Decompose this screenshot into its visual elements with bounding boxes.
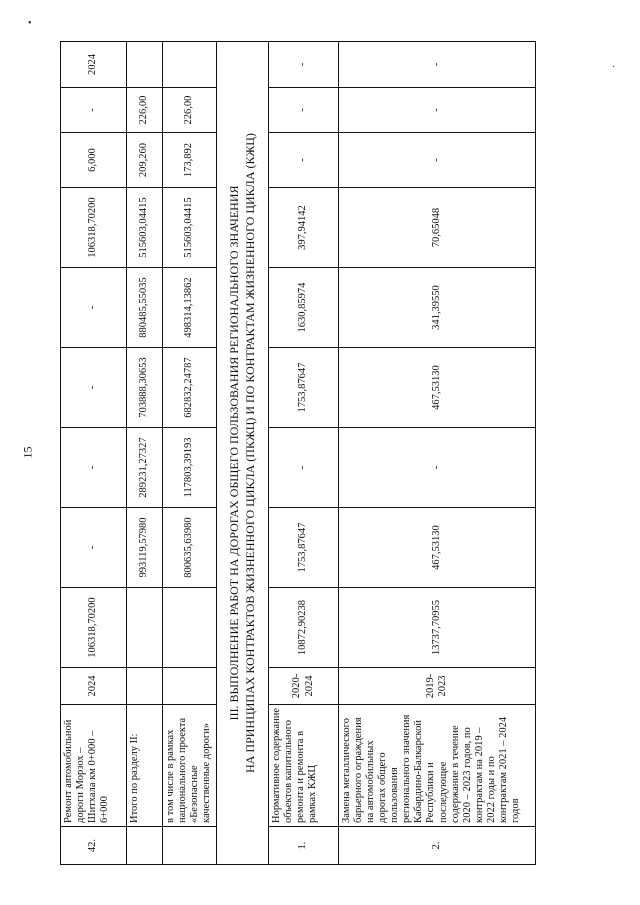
cell [163, 42, 217, 88]
cell: 289231,27327 [127, 428, 163, 508]
table-row [339, 42, 536, 865]
row-period: 2020-2024 [269, 668, 339, 705]
cell: 173,892 [163, 133, 217, 188]
cell: - [61, 348, 127, 428]
row-period: 2024 [61, 668, 127, 705]
cell: 13737,70955 [339, 588, 536, 668]
scan-mark-right: · [612, 62, 616, 73]
cell: 106318,70200 [61, 188, 127, 268]
row-name: Нормативное содержание объектов капитального ремонта и ремонта в рамках КЖЦ [269, 705, 339, 827]
row-name: Итого по разделу II: [127, 705, 163, 827]
cell: - [61, 268, 127, 348]
roads-work-table [60, 41, 536, 865]
table-row [163, 42, 217, 865]
cell: - [269, 133, 339, 188]
table-row [127, 42, 163, 865]
section-title [217, 42, 269, 865]
cell: 6,000 [61, 133, 127, 188]
table-row [61, 42, 127, 865]
cell: 682832,24787 [163, 348, 217, 428]
cell: 226,00 [127, 88, 163, 133]
row-name: Замена металлического барьерного ограждения на автомобильных дорогах общего пользования регионального значения Кабардино-Балкарской Республики и последующее содержание в течение 2020 – 2023 годов, по контрактам на 2019 – 2022 годы и по контрактам 2021 – 2024 годов [339, 705, 536, 827]
section-title-line-2: НА ПРИНЦИПАХ КОНТРАКТОВ ЖИЗНЕННОГО ЦИКЛА (ПКЖЦ) И ПО КОНТРАКТАМ ЖИЗНЕННОГО ЦИКЛА (КЖЦ) [242, 133, 257, 773]
section-title-line-1: III. ВЫПОЛНЕНИЕ РАБОТ НА ДОРОГАХ ОБЩЕГО ПОЛЬЗОВАНИЯ РЕГИОНАЛЬНОГО ЗНАЧЕНИЯ [226, 185, 241, 721]
page-number: 15 [20, 446, 35, 459]
row-period: 2019-2023 [339, 668, 536, 705]
row-period [163, 668, 217, 705]
row-number [127, 827, 163, 865]
cell: - [269, 88, 339, 133]
cell: 397,94142 [269, 188, 339, 268]
cell: - [269, 428, 339, 508]
row-number [163, 827, 217, 865]
scan-mark-top: • [28, 18, 32, 29]
cell: - [61, 428, 127, 508]
table-row [269, 42, 339, 865]
cell: 703888,30653 [127, 348, 163, 428]
cell: 2024 [61, 42, 127, 88]
cell: 498314,13862 [163, 268, 217, 348]
section-header-row [217, 42, 269, 865]
row-number: 1. [269, 827, 339, 865]
row-number: 42. [61, 827, 127, 865]
cell [127, 42, 163, 88]
cell: 10872,90238 [269, 588, 339, 668]
cell [163, 588, 217, 668]
row-number: 2. [339, 827, 536, 865]
cell: 1630,85974 [269, 268, 339, 348]
cell: - [339, 133, 536, 188]
cell: - [61, 88, 127, 133]
cell: 800635,63980 [163, 508, 217, 588]
cell: 226,00 [163, 88, 217, 133]
cell: 209,260 [127, 133, 163, 188]
rotated-table-container [60, 42, 535, 865]
cell: 106318,70200 [61, 588, 127, 668]
row-name: Ремонт автомобильной дороги Морзох – Шитхала км 0+000 – 6+000 [61, 705, 127, 827]
row-period [127, 668, 163, 705]
cell: 467,53130 [339, 348, 536, 428]
cell: 1753,87647 [269, 508, 339, 588]
cell: 117803,39193 [163, 428, 217, 508]
cell [127, 588, 163, 668]
cell: - [269, 42, 339, 88]
cell: 880485,55035 [127, 268, 163, 348]
cell: 467,53130 [339, 508, 536, 588]
cell: 1753,87647 [269, 348, 339, 428]
cell: 341,39550 [339, 268, 536, 348]
cell: 70,65048 [339, 188, 536, 268]
cell: 515603,04415 [127, 188, 163, 268]
row-name: в том числе в рамках национального проекта «Безопасные качественные дороги» [163, 705, 217, 827]
cell: - [61, 508, 127, 588]
cell: 993119,57980 [127, 508, 163, 588]
cell: - [339, 428, 536, 508]
cell: - [339, 88, 536, 133]
cell: - [339, 42, 536, 88]
cell: 515603,04415 [163, 188, 217, 268]
